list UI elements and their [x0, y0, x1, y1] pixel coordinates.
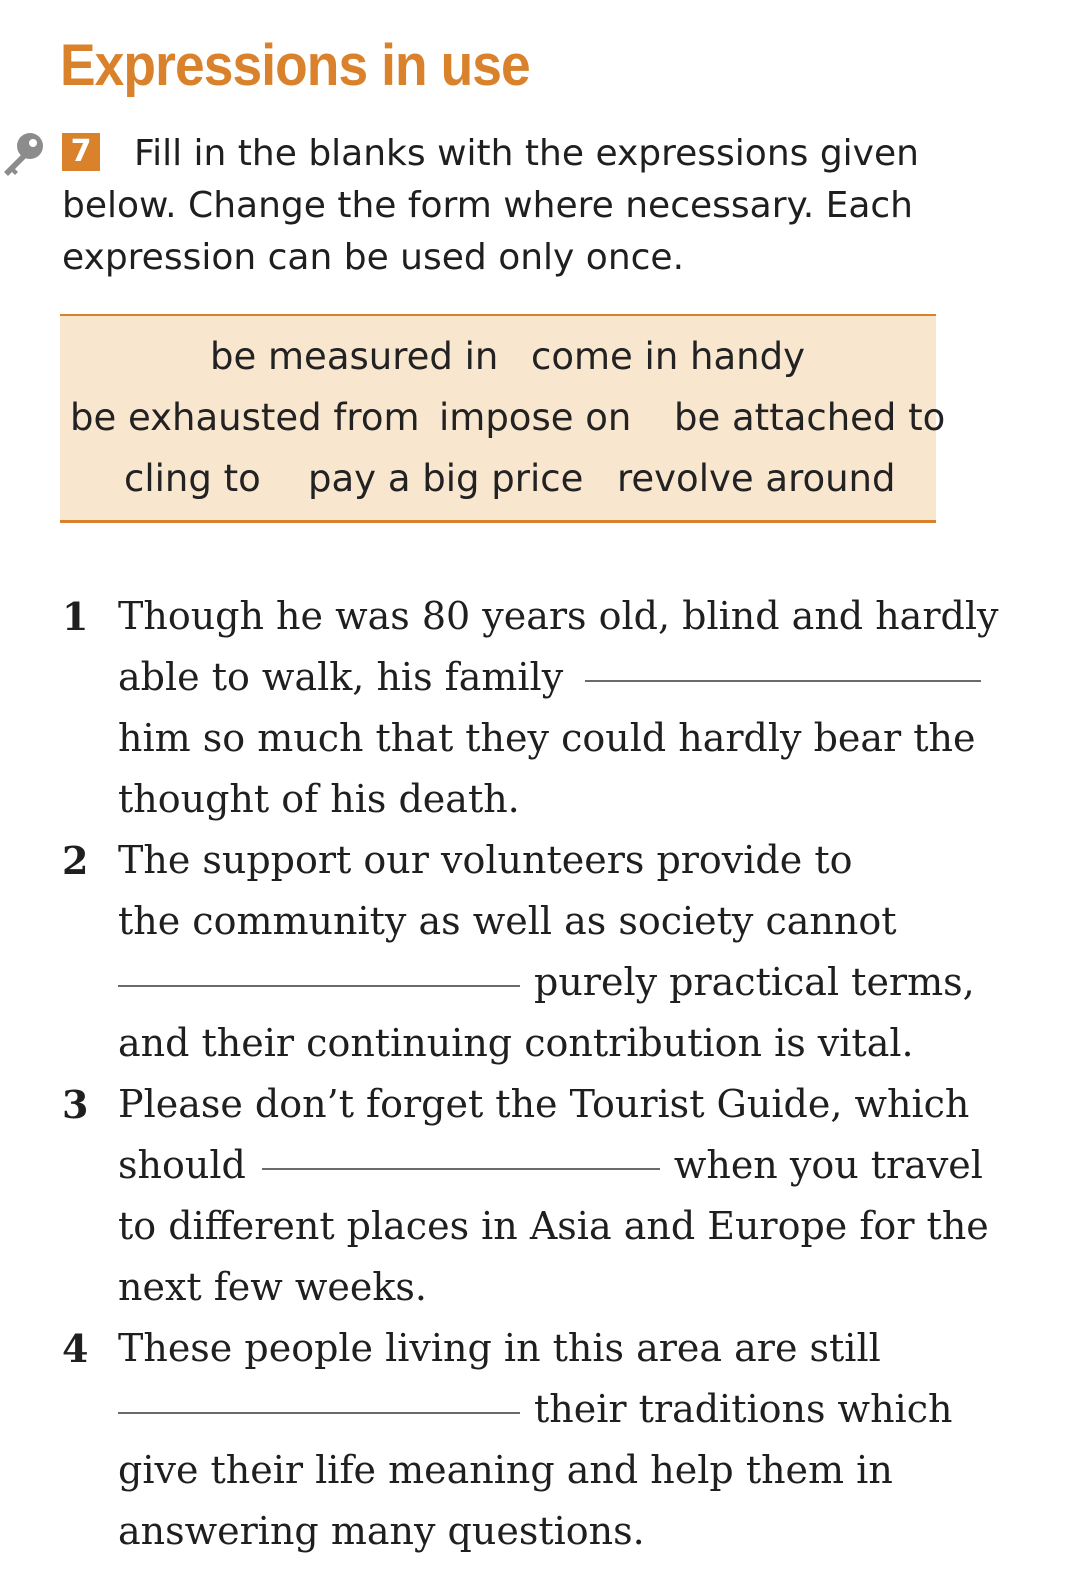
answer-blank[interactable]: [118, 1412, 520, 1414]
expression-item: be exhausted from: [70, 396, 420, 439]
item-line: give their life meaning and help them in: [118, 1448, 893, 1492]
item-text: purely practical terms,: [534, 960, 975, 1004]
item-number: 1: [62, 594, 89, 639]
section-title: Expressions in use: [60, 33, 530, 98]
item-number: 2: [62, 838, 89, 883]
answer-blank[interactable]: [262, 1168, 660, 1170]
item-number: 3: [62, 1082, 89, 1127]
expression-item: be measured in: [210, 335, 499, 378]
expression-box: [60, 314, 946, 523]
item-line: him so much that they could hardly bear the: [118, 716, 976, 760]
item-line: [118, 1135, 983, 1196]
exercise-item: [60, 830, 980, 1074]
answer-blank[interactable]: [118, 985, 520, 987]
item-text: their traditions which: [534, 1387, 953, 1431]
item-text: when you travel: [673, 1143, 983, 1187]
item-text: should: [118, 1143, 246, 1187]
item-line: to different places in Asia and Europe for the: [118, 1204, 989, 1248]
exercise-item: [60, 586, 999, 830]
item-line: Though he was 80 years old, blind and hardly: [118, 594, 999, 638]
item-line: the community as well as society cannot: [118, 899, 897, 943]
expression-item: be attached to: [674, 396, 946, 439]
item-line: answering many questions.: [118, 1509, 645, 1553]
exercise-items: [60, 586, 999, 1562]
instruction-line: Fill in the blanks with the expressions given: [134, 133, 919, 174]
item-line: These people living in this area are still: [118, 1326, 881, 1370]
expression-item: revolve around: [617, 457, 896, 500]
item-line: [118, 952, 980, 1013]
item-number: 4: [62, 1326, 89, 1371]
exercise-item: [60, 1318, 980, 1562]
item-line: next few weeks.: [118, 1265, 428, 1309]
key-icon: [0, 130, 48, 182]
item-line: and their continuing contribution is vital.: [118, 1021, 914, 1065]
exercise-item: [60, 1074, 989, 1318]
expression-item: come in handy: [531, 335, 805, 378]
answer-blank[interactable]: [585, 680, 981, 682]
item-line: [118, 647, 980, 708]
expression-item: pay a big price: [308, 457, 584, 500]
expression-item: impose on: [439, 396, 632, 439]
item-line: [118, 1379, 980, 1440]
item-line: thought of his death.: [118, 777, 520, 821]
instruction-line: expression can be used only once.: [62, 237, 685, 278]
item-line: The support our volunteers provide to: [118, 838, 853, 882]
item-line: Please don’t forget the Tourist Guide, which: [118, 1082, 970, 1126]
instructions: [62, 128, 982, 284]
instruction-line: below. Change the form where necessary. Each: [62, 185, 913, 226]
exercise-number-badge: 7: [62, 133, 100, 171]
expression-item: cling to: [124, 457, 261, 500]
item-text: able to walk, his family: [118, 655, 564, 699]
